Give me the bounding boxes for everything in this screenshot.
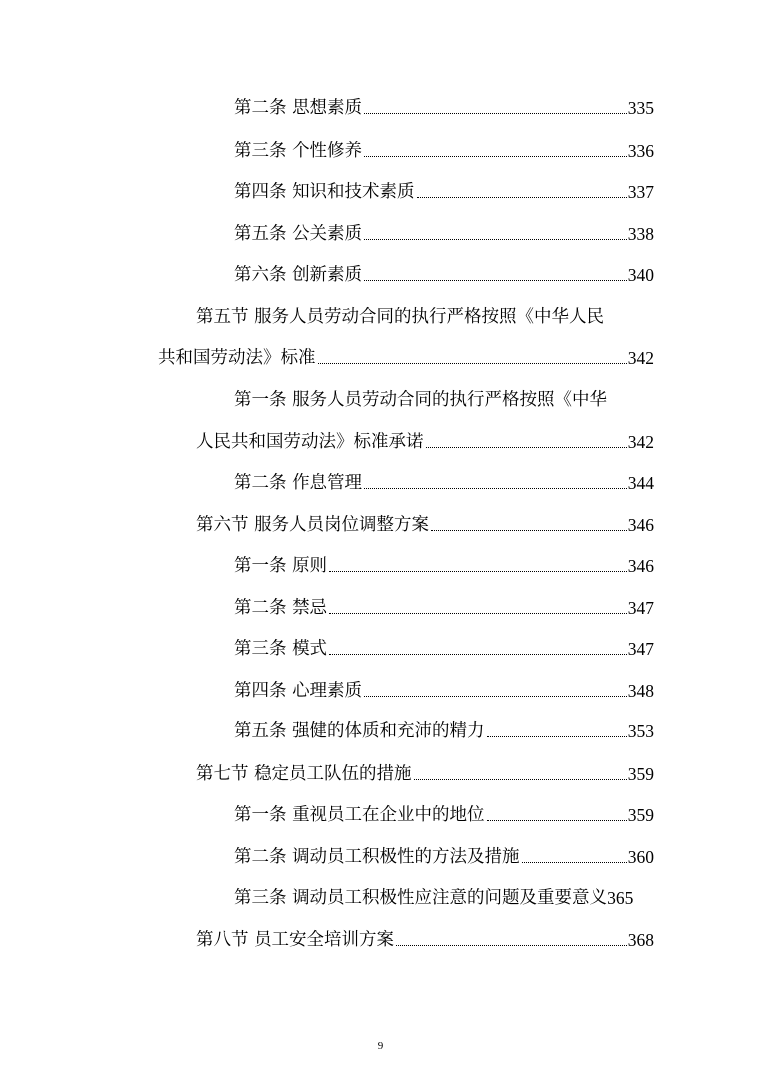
dot-leader [364, 696, 627, 697]
toc-entry-page: 365 [607, 888, 634, 908]
toc-entry[interactable] [196, 929, 654, 951]
dot-leader [364, 488, 627, 489]
toc-entry[interactable] [196, 763, 654, 785]
toc-entry[interactable] [158, 347, 654, 369]
toc-entry-page: 353 [627, 721, 654, 741]
toc-entry-page: 348 [627, 681, 654, 701]
toc-entry-page: 360 [627, 847, 654, 867]
toc-entry-page: 344 [627, 473, 654, 493]
toc-entry-text: 第一条 重视员工在企业中的地位 [234, 805, 485, 825]
toc-entry[interactable] [196, 514, 654, 536]
dot-leader [487, 736, 627, 737]
toc-entry[interactable] [234, 887, 658, 909]
page-number: 9 [377, 1040, 384, 1052]
dot-leader [329, 654, 627, 655]
toc-entry-text: 第二条 调动员工积极性的方法及措施 [234, 847, 520, 867]
dot-leader [364, 280, 627, 281]
toc-entry-text: 第三条 调动员工积极性应注意的问题及重要意义 [234, 888, 608, 908]
dot-leader [426, 447, 627, 448]
toc-entry-page: 340 [627, 265, 654, 285]
toc-entry-text: 第七节 稳定员工队伍的措施 [196, 764, 412, 784]
toc-entry-page: 346 [627, 556, 654, 576]
toc-entry-text: 第一条 原则 [234, 556, 328, 576]
toc-entry-text: 第六条 创新素质 [234, 265, 363, 285]
dot-leader [329, 613, 627, 614]
toc-entry[interactable] [234, 264, 654, 286]
dot-leader [364, 156, 627, 157]
dot-leader [414, 779, 627, 780]
dot-leader [364, 113, 627, 114]
toc-entry-text: 第二条 思想素质 [234, 98, 363, 118]
toc-entry[interactable] [234, 680, 654, 702]
dot-leader [318, 363, 627, 364]
toc-entry[interactable] [234, 597, 654, 619]
toc-entry-page: 342 [627, 348, 654, 368]
toc-entry-wrapped-start[interactable]: 第一条 服务人员劳动合同的执行严格按照《中华 [234, 390, 608, 410]
toc-entry-page: 336 [627, 141, 654, 161]
toc-entry-page: 342 [627, 432, 654, 452]
toc-entry[interactable] [196, 431, 654, 453]
toc-entry[interactable] [234, 97, 654, 119]
dot-leader [431, 530, 627, 531]
toc-entry[interactable] [234, 223, 654, 245]
toc-entry-page: 368 [627, 930, 654, 950]
toc-entry-page: 338 [627, 224, 654, 244]
toc-entry-text: 第三条 模式 [234, 639, 328, 659]
toc-entry-text: 第三条 个性修养 [234, 141, 363, 161]
dot-leader [364, 239, 627, 240]
toc-entry[interactable] [234, 140, 654, 162]
dot-leader [487, 820, 627, 821]
toc-entry-text: 第四条 知识和技术素质 [234, 182, 415, 202]
toc-entry[interactable] [234, 472, 654, 494]
dot-leader [329, 571, 627, 572]
toc-entry-page: 347 [627, 598, 654, 618]
toc-entry-text: 第二条 作息管理 [234, 473, 363, 493]
toc-entry-page: 335 [627, 98, 654, 118]
toc-entry-text: 第五条 公关素质 [234, 224, 363, 244]
toc-entry-text: 共和国劳动法》标准 [158, 348, 316, 368]
toc-entry-text: 第八节 员工安全培训方案 [196, 930, 395, 950]
toc-entry[interactable] [234, 181, 654, 203]
toc-entry-text: 人民共和国劳动法》标准承诺 [196, 432, 424, 452]
toc-entry-page: 337 [627, 182, 654, 202]
toc-entry-page: 346 [627, 515, 654, 535]
dot-leader [396, 945, 627, 946]
toc-entry[interactable] [234, 638, 654, 660]
toc-entry-page: 359 [627, 805, 654, 825]
toc-entry-page: 359 [627, 764, 654, 784]
dot-leader [417, 197, 627, 198]
toc-entry-text: 第二条 禁忌 [234, 598, 328, 618]
toc-entry[interactable] [234, 804, 654, 826]
toc-entry[interactable] [234, 720, 654, 742]
toc-entry-text: 第五条 强健的体质和充沛的精力 [234, 721, 485, 741]
toc-entry[interactable] [234, 555, 654, 577]
toc-entry-text: 第六节 服务人员岗位调整方案 [196, 515, 430, 535]
toc-entry-text: 第四条 心理素质 [234, 681, 363, 701]
toc-entry-wrapped-start[interactable]: 第五节 服务人员劳动合同的执行严格按照《中华人民 [196, 307, 605, 327]
toc-entry-page: 347 [627, 639, 654, 659]
toc-entry[interactable] [234, 846, 654, 868]
dot-leader [522, 862, 627, 863]
